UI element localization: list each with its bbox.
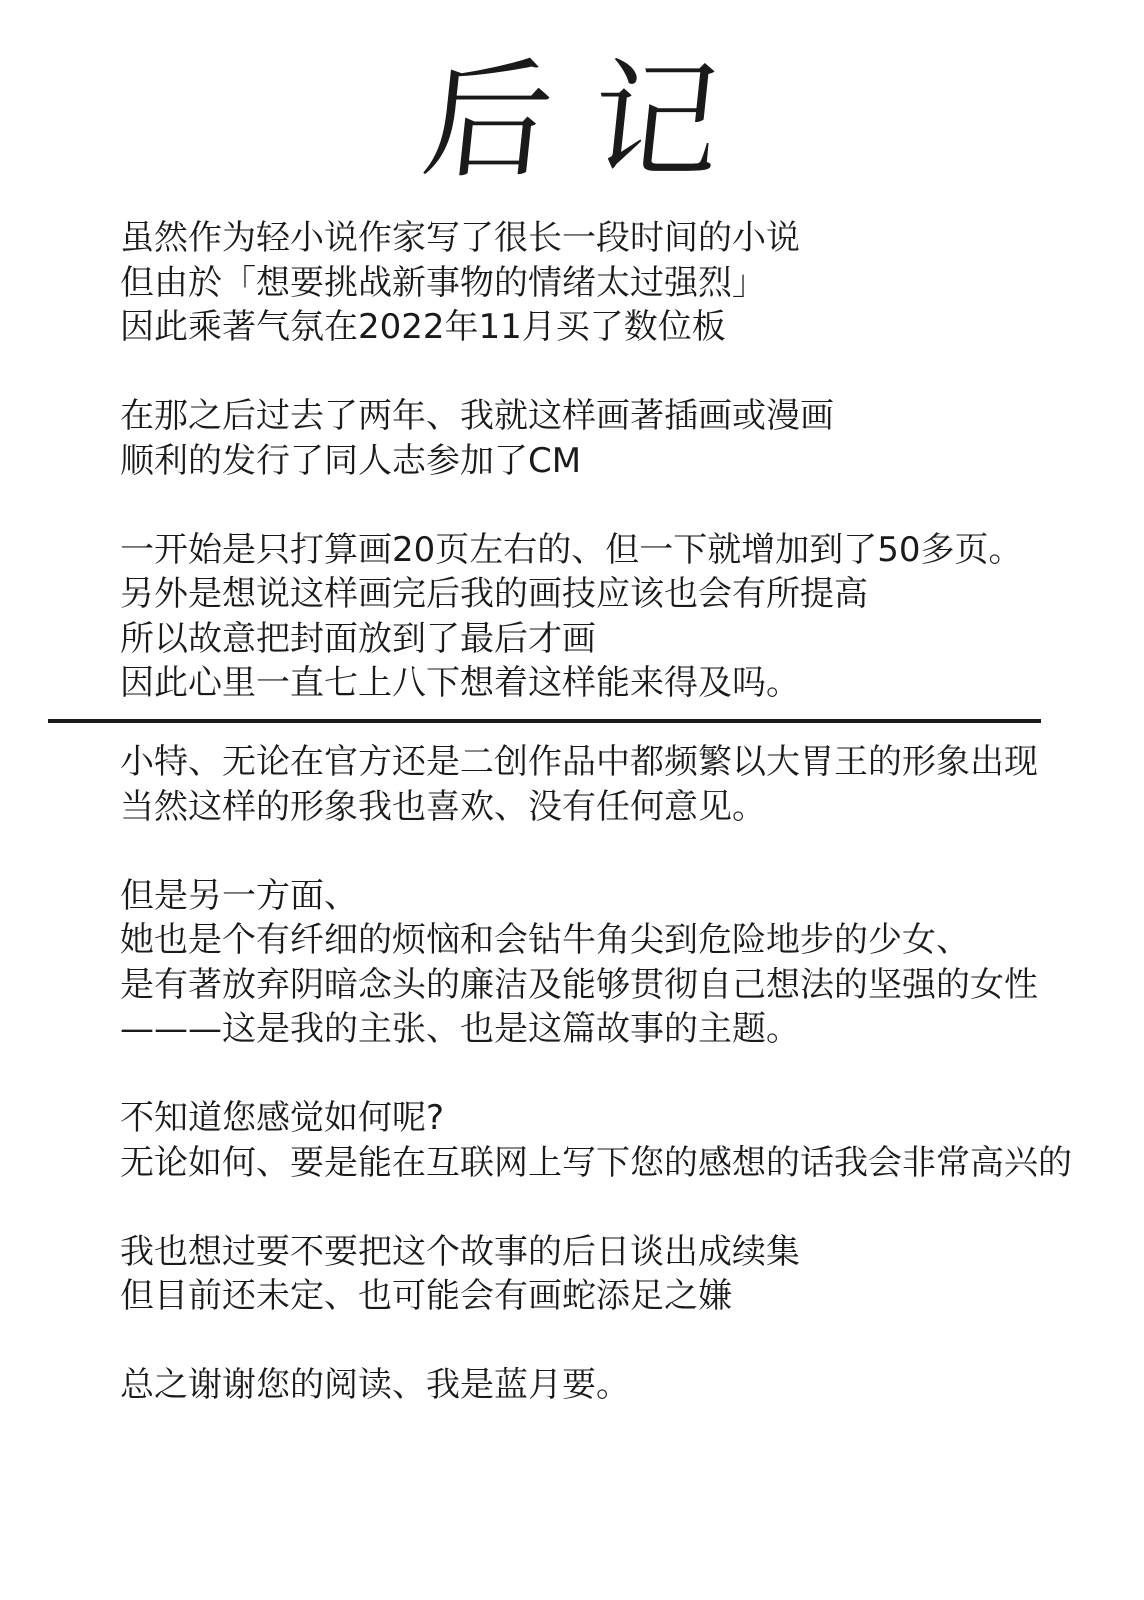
text-line: 另外是想说这样画完后我的画技应该也会有所提高 — [120, 574, 868, 614]
text-line: 当然这样的形象我也喜欢、没有任何意见。 — [120, 786, 766, 827]
text-line: 一开始是只打算画20页左右的、但一下就增加到了50多页。 — [120, 529, 1023, 570]
text-line: 因此心里一直七上八下想着这样能来得及吗。 — [120, 663, 800, 703]
text-line: 在那之后过去了两年、我就这样画著插画或漫画 — [120, 396, 834, 436]
page-title — [0, 42, 1144, 202]
text-line: 不知道您感觉如何呢? — [120, 1098, 445, 1138]
paragraph — [120, 740, 1100, 829]
text-line: 虽然作为轻小说作家写了很长一段时间的小说 — [120, 218, 800, 258]
paragraph — [120, 874, 1100, 1052]
text-line: 小特、无论在官方还是二创作品中都频繁以大胃王的形象出现 — [120, 742, 1038, 782]
section-divider — [48, 719, 1041, 723]
text-line: 但目前还未定、也可能会有画蛇添足之嫌 — [120, 1276, 732, 1316]
paragraph — [120, 1230, 1100, 1319]
paragraph — [120, 528, 1100, 706]
text-line: 是有著放弃阴暗念头的廉洁及能够贯彻自己想法的坚强的女性 — [120, 964, 1038, 1005]
afterword-section-2 — [120, 740, 1100, 1408]
text-line: 顺利的发行了同人志参加了CM — [120, 440, 582, 481]
page-title-text: 后记 — [416, 47, 768, 196]
paragraph — [120, 216, 1100, 350]
text-line: ———这是我的主张、也是这篇故事的主题。 — [120, 1009, 800, 1049]
text-line: 所以故意把封面放到了最后才画 — [120, 618, 596, 659]
paragraph — [120, 394, 1100, 483]
afterword-section-1 — [120, 216, 1100, 706]
text-line: 但由於「想要挑战新事物的情绪太过强烈」 — [120, 262, 766, 303]
text-line: 我也想过要不要把这个故事的后日谈出成续集 — [120, 1231, 800, 1272]
paragraph — [120, 1363, 1100, 1408]
text-line: 总之谢谢您的阅读、我是蓝月要。 — [120, 1365, 630, 1405]
text-line: 她也是个有纤细的烦恼和会钻牛角尖到危险地步的少女、 — [120, 920, 970, 960]
paragraph — [120, 1096, 1100, 1185]
text-line: 无论如何、要是能在互联网上写下您的感想的话我会非常高兴的 — [120, 1142, 1072, 1183]
text-line: 但是另一方面、 — [120, 875, 358, 916]
text-line: 因此乘著气氛在2022年11月买了数位板 — [120, 307, 726, 347]
